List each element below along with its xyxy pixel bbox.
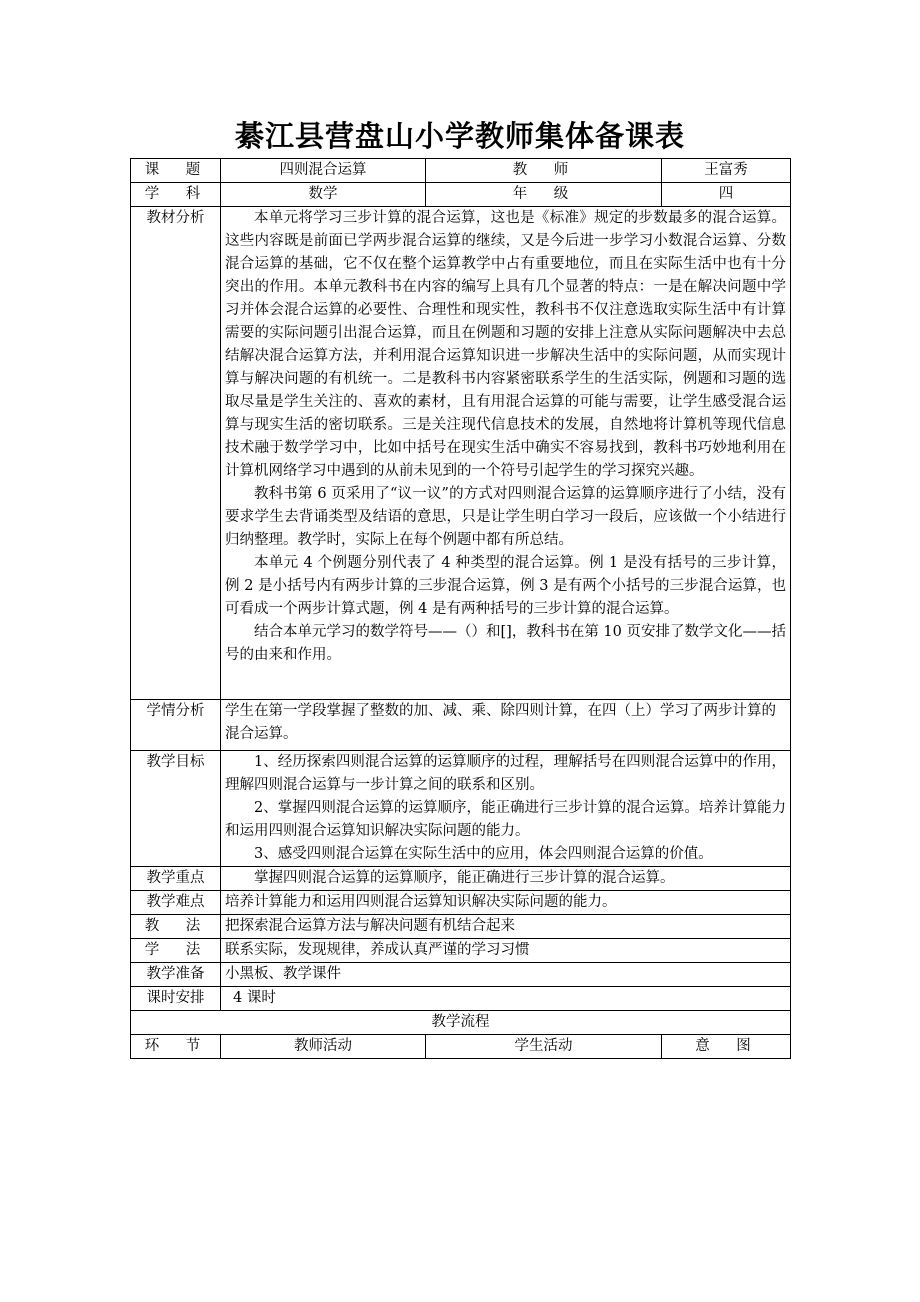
teacher-label: 教 师 bbox=[426, 159, 662, 183]
flow-column-header: 教师活动 bbox=[221, 1035, 426, 1059]
material-paragraph: 本单元将学习三步计算的混合运算，这也是《标准》规定的步数最多的混合运算。这些内容既是前面已学两步混合运算的继续，又是今后进一步学习小数混合运算、分数混合运算的基础，它不仅在整个运算教学中占有重要地位，而且在实际生活中也有十分突出的作用。本单元教科书在内容的编写上具有几个显著的特点：一是在解决问题中学习并体会混合运算的必要性、合理性和现实性，教科书不仅注意选取实际生活中有计算需要的实际问题引出混合运算，而且在例题和习题的安排上注意从实际问题解决中去总结解决混合运算方法，并利用混合运算知识进一步解决生活中的实际问题，从而实现计算与解决问题的有机统一。二是教科书内容紧密联系学生的生活实际，例题和习题的选取尽量是学生关注的、喜欢的素材，且有用混合运算的可能与需要，让学生感受混合运算与现实生活的密切联系。三是关注现代信息技术的发展，自然地将计算机等现代信息技术融于数学学习中，比如中括号在现实生活中确实不容易找到，教科书巧妙地利用在计算机网络学习中遇到的从前未见到的一个符号引起学生的学习探究兴趣。 bbox=[225, 210, 786, 479]
topic-value: 四则混合运算 bbox=[221, 159, 426, 183]
grade-value: 四 bbox=[662, 183, 791, 207]
schedule-text: 4 课时 bbox=[221, 987, 791, 1011]
student-analysis-text: 学生在第一学段掌握了整数的加、减、乘、除四则计算，在四（上）学习了两步计算的混合运算。 bbox=[225, 703, 776, 742]
key-points-content bbox=[221, 867, 791, 891]
difficulties-row bbox=[131, 891, 791, 915]
goal-item: 2、掌握四则混合运算的运算顺序，能正确进行三步计算的混合运算。培养计算能力和运用四则混合运算知识解决实际问题的能力。 bbox=[225, 800, 786, 839]
key-points-label: 教学重点 bbox=[131, 867, 221, 891]
header-row-topic bbox=[131, 159, 791, 183]
teaching-method-row bbox=[131, 915, 791, 939]
learning-method-text: 联系实际，发现规律，养成认真严谨的学习习惯 bbox=[221, 939, 791, 963]
material-paragraph: 结合本单元学习的数学符号——（）和[]，教科书在第 10 页安排了数学文化——括号的由来和作用。 bbox=[225, 624, 786, 663]
flow-title: 教学流程 bbox=[131, 1011, 791, 1035]
preparation-label: 教学准备 bbox=[131, 963, 221, 987]
difficulties-text: 培养计算能力和运用四则混合运算知识解决实际问题的能力。 bbox=[221, 891, 791, 915]
key-points-row bbox=[131, 867, 791, 891]
teaching-method-text: 把探索混合运算方法与解决问题有机结合起来 bbox=[221, 915, 791, 939]
student-analysis-label: 学情分析 bbox=[131, 700, 221, 751]
flow-header-row bbox=[131, 1035, 791, 1059]
preparation-row bbox=[131, 963, 791, 987]
student-analysis-content bbox=[221, 700, 791, 751]
learning-method-row bbox=[131, 939, 791, 963]
teaching-goals-row bbox=[131, 751, 791, 867]
schedule-row bbox=[131, 987, 791, 1011]
key-points-text: 掌握四则混合运算的运算顺序，能正确进行三步计算的混合运算。 bbox=[254, 870, 675, 886]
preparation-text: 小黑板、教学课件 bbox=[221, 963, 791, 987]
flow-column-header: 环 节 bbox=[131, 1035, 221, 1059]
flow-column-header: 意 图 bbox=[662, 1035, 791, 1059]
teaching-method-label: 教 法 bbox=[131, 915, 221, 939]
goal-item: 1、经历探索四则混合运算的运算顺序的过程，理解括号在四则混合运算中的作用，理解四则混合运算与一步计算之间的联系和区别。 bbox=[225, 754, 786, 793]
difficulties-label: 教学难点 bbox=[131, 891, 221, 915]
flow-column-header: 学生活动 bbox=[426, 1035, 662, 1059]
student-analysis-row bbox=[131, 700, 791, 751]
material-analysis-content bbox=[221, 207, 791, 700]
material-paragraph: 教科书第 6 页采用了“议一议”的方式对四则混合运算的运算顺序进行了小结，没有要求学生去背诵类型及结语的意思，只是让学生明白学习一段后，应该做一个小结进行归纳整理。教学时，实际上在每个例题中都有所总结。 bbox=[225, 486, 786, 548]
page-title: 綦江县营盘山小学教师集体备课表 bbox=[234, 119, 685, 153]
schedule-label: 课时安排 bbox=[131, 987, 221, 1011]
material-analysis-row bbox=[131, 207, 791, 700]
teaching-goals-label: 教学目标 bbox=[131, 751, 221, 867]
header-row-subject bbox=[131, 183, 791, 207]
teacher-value: 王富秀 bbox=[662, 159, 791, 183]
subject-label: 学 科 bbox=[131, 183, 221, 207]
subject-value: 数学 bbox=[221, 183, 426, 207]
material-paragraph: 本单元 4 个例题分别代表了 4 种类型的混合运算。例 1 是没有括号的三步计算，例 2 是小括号内有两步计算的三步混合运算，例 3 是有两个小括号的三步混合运算，也可看成一个两步计算式题，例 4 是有两种括号的三步计算的混合运算。 bbox=[225, 555, 786, 617]
material-analysis-label: 教材分析 bbox=[131, 207, 221, 700]
learning-method-label: 学 法 bbox=[131, 939, 221, 963]
flow-title-row bbox=[131, 1011, 791, 1035]
teaching-goals-content bbox=[221, 751, 791, 867]
topic-label: 课 题 bbox=[131, 159, 221, 183]
lesson-plan-table bbox=[130, 158, 791, 1059]
grade-label: 年 级 bbox=[426, 183, 662, 207]
goal-item: 3、感受四则混合运算在实际生活中的应用，体会四则混合运算的价值。 bbox=[254, 846, 713, 862]
